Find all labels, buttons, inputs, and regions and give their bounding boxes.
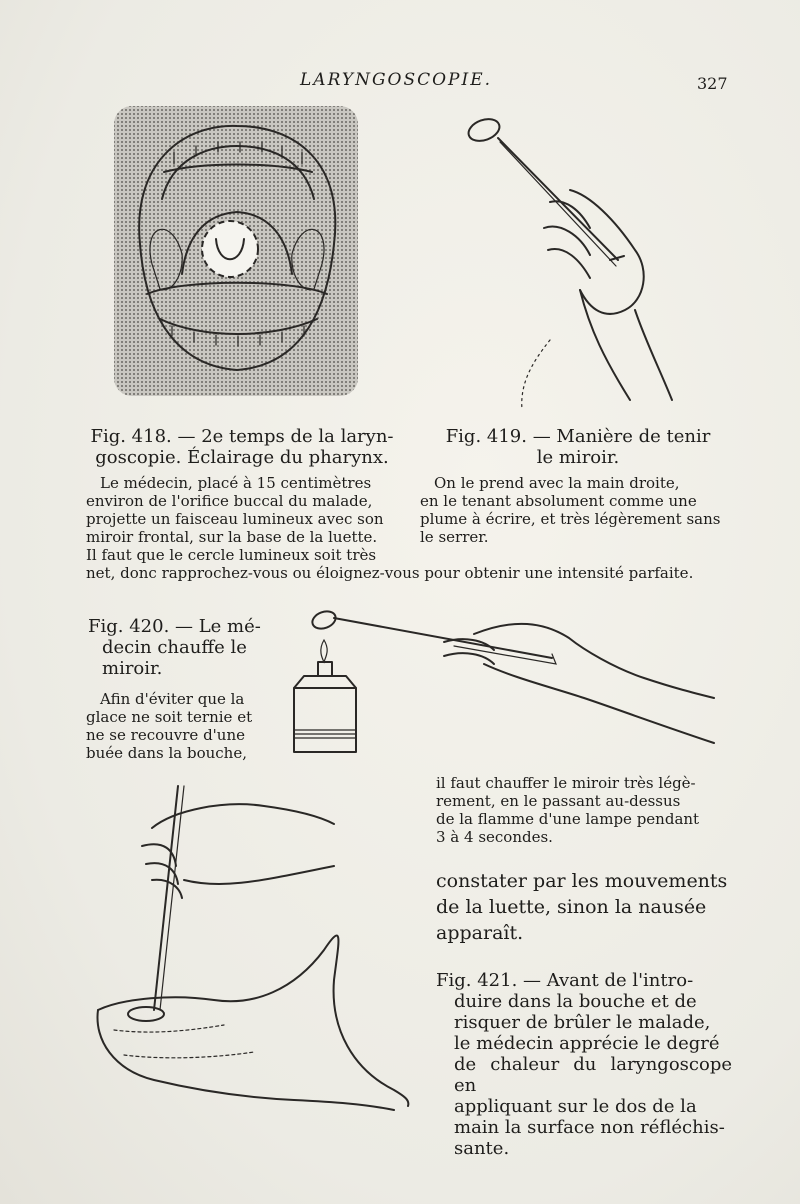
text-line: glace ne soit ternie et — [86, 708, 253, 726]
fig421-caption-line: de chaleur du laryngoscope en — [454, 1054, 732, 1096]
text-line: de la luette, sinon la nausée — [436, 896, 707, 918]
fig421-caption — [436, 970, 732, 1159]
text-line: en le tenant absolument comme une — [420, 492, 697, 510]
fig421-caption-line: main la surface non réfléchis- — [454, 1117, 725, 1138]
text-line: apparaît. — [436, 922, 524, 944]
fig420-caption — [88, 616, 278, 679]
text-line: il faut chauffer le miroir très légè- — [436, 774, 696, 792]
fig419-hand-mirror-illustration — [440, 110, 720, 410]
text-line: projette un faisceau lumineux avec son — [86, 510, 384, 528]
fig418-mouth-illustration — [112, 104, 362, 404]
text-line: miroir frontal, sur la base de la luette. — [86, 528, 378, 546]
fig420-caption-line: decin chauffe le — [102, 637, 247, 658]
text-line: On le prend avec la main droite, — [434, 474, 680, 492]
text-line: Afin d'éviter que la — [100, 690, 245, 708]
fig420-text-right — [436, 774, 728, 846]
fig418-caption-line: goscopie. Éclairage du pharynx. — [95, 447, 389, 468]
fig419-text — [420, 474, 730, 546]
running-header: LARYNGOSCOPIE. — [300, 70, 493, 90]
fig421-caption-line: appliquant sur le dos de la — [454, 1096, 697, 1117]
fig419-caption — [420, 426, 736, 468]
fig419-caption-line: Fig. 419. — Manière de tenir — [445, 426, 711, 447]
text-line: constater par les mouvements — [436, 870, 728, 892]
text-line: environ de l'orifice buccal du malade, — [86, 492, 373, 510]
text-line: rement, en le passant au-dessus — [436, 792, 681, 810]
text-line: le serrer. — [420, 528, 489, 546]
fig421-caption-line: Fig. 421. — Avant de l'intro- — [436, 970, 694, 991]
text-line: buée dans la bouche, — [86, 744, 247, 762]
text-line: de la flamme d'une lampe pendant — [436, 810, 700, 828]
text-line: Le médecin, placé à 15 centimètres — [100, 474, 372, 492]
fig420-lamp-hand-illustration — [284, 598, 724, 758]
fig419-caption-line: le miroir. — [536, 447, 620, 468]
text-line: 3 à 4 secondes. — [436, 828, 553, 846]
fig421-caption-line: duire dans la bouche et de — [454, 991, 697, 1012]
page-number: 327 — [697, 74, 728, 93]
fig421-caption-line: risquer de brûler le malade, — [454, 1012, 711, 1033]
fig418-text — [86, 474, 392, 564]
text-line: Il faut que le cercle lumineux soit très — [86, 546, 377, 564]
fig418-caption — [86, 426, 398, 468]
fig420-caption-line: miroir. — [102, 658, 163, 679]
fig421-caption-line: le médecin apprécie le degré — [454, 1033, 720, 1054]
text-line: ne se recouvre d'une — [86, 726, 246, 744]
observation-text — [436, 868, 736, 946]
fig418-text-continuation: net, donc rapprochez-vous ou éloignez-vous pour obtenir une intensité parfaite. — [86, 564, 694, 582]
fig421-caption-line: sante. — [454, 1138, 510, 1159]
fig421-hand-test-illustration — [94, 780, 424, 1140]
fig420-text — [86, 690, 270, 762]
fig418-caption-line: Fig. 418. — 2e temps de la laryn- — [90, 426, 394, 447]
fig420-caption-line: Fig. 420. — Le mé- — [88, 616, 261, 637]
text-line: plume à écrire, et très légèrement sans — [420, 510, 721, 528]
